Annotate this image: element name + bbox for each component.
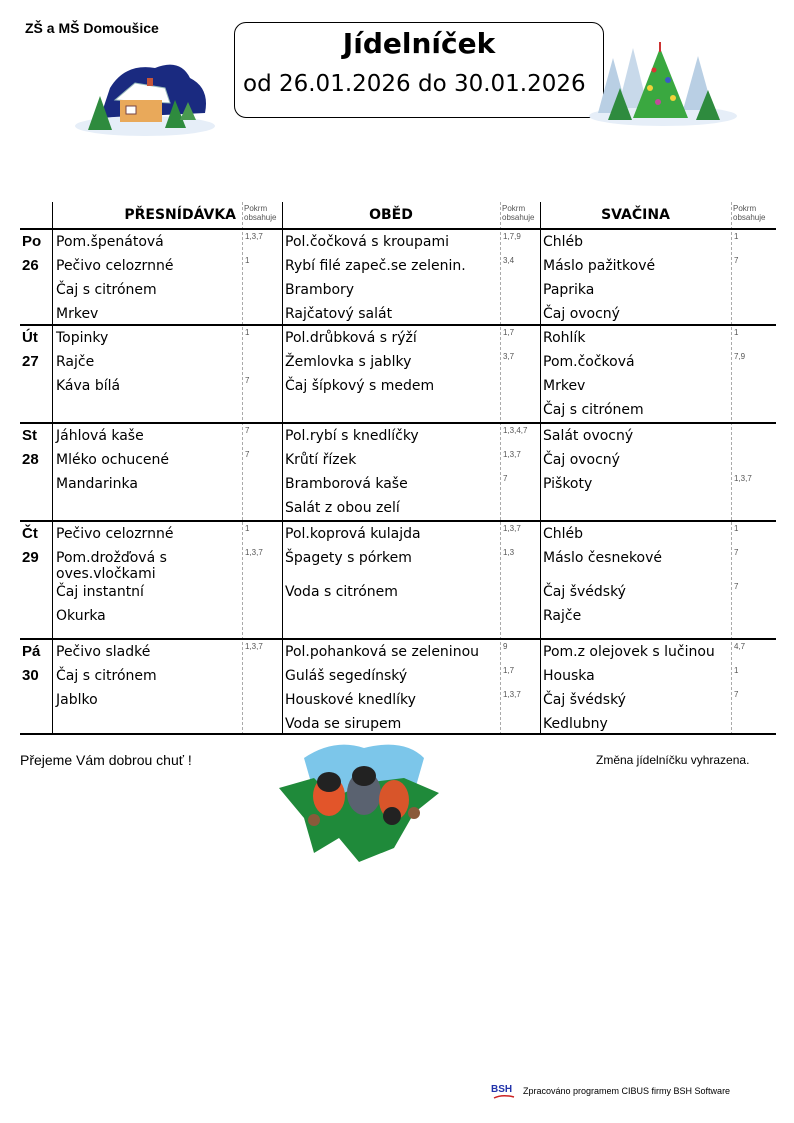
- column-header-lunch: OBĚD: [369, 207, 413, 223]
- allergen-codes: 1: [734, 524, 739, 533]
- allergen-codes: [503, 498, 527, 522]
- snack-cell: [543, 230, 729, 326]
- lunch-allergens: [503, 328, 514, 400]
- menu-item: Voda s citrónem: [285, 584, 398, 600]
- allergen-codes: [734, 280, 738, 304]
- allergen-codes: 1: [245, 328, 250, 337]
- day-name: Čt: [22, 525, 38, 542]
- menu-item: Pom.špenátová: [56, 234, 164, 250]
- day-date: 30: [22, 667, 39, 684]
- christmas-tree-illustration: [588, 38, 738, 126]
- menu-item: Pol.drůbková s rýží: [285, 330, 417, 346]
- breakfast-cell: [56, 230, 240, 326]
- snack-allergens: [734, 642, 745, 738]
- day-name: Po: [22, 233, 42, 250]
- bsh-logo-text: BSH: [491, 1084, 513, 1095]
- divider: [731, 202, 732, 735]
- menu-item: Mléko ochucené: [56, 452, 170, 468]
- menu-item: Čaj ovocný: [543, 306, 620, 322]
- allergen-codes: 7: [245, 426, 250, 435]
- day-name: Pá: [22, 643, 41, 660]
- lunch-cell: [285, 230, 499, 326]
- allergen-codes: 4,7: [734, 642, 746, 651]
- allergen-codes: 1: [734, 328, 739, 337]
- day-date: 29: [22, 549, 39, 566]
- menu-item: Piškoty: [543, 476, 593, 492]
- wish-text: Přejeme Vám dobrou chuť !: [20, 752, 192, 768]
- allergen-codes: [734, 714, 745, 738]
- day-date: 26: [22, 257, 39, 274]
- lunch-allergens: [503, 232, 521, 328]
- menu-item: Brambory: [285, 282, 355, 298]
- snack-cell: [543, 326, 729, 422]
- menu-item: Čaj šípkový s medem: [285, 378, 435, 394]
- allergen-header: Pokrm obsahuje: [244, 204, 277, 222]
- allergen-codes: 3,7: [503, 352, 515, 361]
- school-name: ZŠ a MŠ Domoušice: [25, 20, 159, 36]
- title-box: [234, 22, 604, 118]
- menu-item: Rohlík: [543, 330, 586, 346]
- allergen-codes: [245, 606, 263, 630]
- allergen-codes: 7: [734, 690, 739, 699]
- allergen-codes: 1,7: [503, 666, 515, 675]
- snack-allergens: [734, 524, 738, 630]
- allergen-codes: [245, 474, 249, 498]
- menu-item: Čaj švédský: [543, 692, 626, 708]
- divider: [500, 202, 501, 735]
- menu-item: Rajčatový salát: [285, 306, 393, 322]
- allergen-codes: 1,3,7: [503, 690, 521, 699]
- allergen-codes: 1,3,7: [734, 474, 752, 483]
- snack-allergens: [734, 232, 738, 328]
- menu-item: Chléb: [543, 234, 584, 250]
- allergen-codes: 1,3,7: [245, 232, 263, 241]
- date-range: od 26.01.2026 do 30.01.2026: [243, 71, 586, 97]
- menu-item: Rybí filé zapeč.se zelenin.: [285, 258, 466, 274]
- menu-item: Čaj s citrónem: [543, 402, 644, 418]
- allergen-codes: [245, 666, 263, 690]
- lunch-cell: [285, 522, 499, 604]
- day-label: [22, 522, 52, 570]
- menu-item: Pom.čočková: [543, 354, 635, 370]
- allergen-codes: [245, 304, 263, 328]
- lunch-allergens: [503, 524, 521, 606]
- menu-item: Salát ovocný: [543, 428, 634, 444]
- day-name: Út: [22, 329, 38, 346]
- menu-item: Pečivo celozrnné: [56, 526, 174, 542]
- menu-item: Pečivo celozrnné: [56, 258, 174, 274]
- menu-item: Mrkev: [56, 306, 99, 322]
- allergen-codes: 7: [503, 474, 508, 483]
- allergen-codes: 7: [245, 450, 250, 459]
- menu-item: Rajče: [543, 608, 582, 624]
- divider: [282, 202, 283, 735]
- allergen-codes: 7: [734, 548, 739, 557]
- divider: [52, 202, 53, 735]
- breakfast-allergens: [245, 426, 249, 498]
- menu-item: Pom.drožďová s oves.vločkami: [56, 550, 167, 582]
- page-title: Jídelníček: [342, 27, 496, 60]
- menu-item: Voda se sirupem: [285, 716, 402, 732]
- allergen-codes: [245, 352, 249, 376]
- menu-item: Čaj ovocný: [543, 452, 620, 468]
- allergen-codes: [503, 280, 521, 304]
- allergen-codes: 1,7: [503, 328, 515, 337]
- winter-cottage-illustration: [70, 58, 215, 138]
- menu-item: Kedlubny: [543, 716, 608, 732]
- menu-item: Mandarinka: [56, 476, 138, 492]
- allergen-codes: 7: [245, 376, 250, 385]
- software-credit: Zpracováno programem CIBUS firmy BSH Software: [523, 1086, 731, 1096]
- allergen-codes: [503, 376, 514, 400]
- allergen-codes: 1,7,9: [503, 232, 521, 241]
- menu-item: Žemlovka s jablky: [285, 354, 412, 370]
- menu-item: Krůtí řízek: [285, 452, 357, 468]
- allergen-codes: 1,3,7: [503, 450, 521, 459]
- allergen-codes: 7: [734, 256, 739, 265]
- allergen-codes: 9: [503, 642, 508, 651]
- allergen-codes: [734, 304, 738, 328]
- menu-item: Máslo pažitkové: [543, 258, 656, 274]
- lunch-allergens: [503, 426, 527, 522]
- snack-allergens: [734, 426, 752, 498]
- menu-item: Pečivo sladké: [56, 644, 151, 660]
- day-label: [22, 640, 52, 688]
- breakfast-allergens: [245, 642, 263, 714]
- allergen-codes: 1,3,7: [245, 548, 263, 557]
- allergen-codes: 1,3: [503, 548, 515, 557]
- menu-item: Paprika: [543, 282, 595, 298]
- menu-item: Pol.čočková s kroupami: [285, 234, 450, 250]
- menu-item: Jáhlová kaše: [56, 428, 144, 444]
- allergen-codes: [245, 582, 263, 606]
- breakfast-cell: [56, 640, 240, 712]
- day-label: [22, 326, 52, 374]
- snack-cell: [543, 424, 729, 496]
- menu-item: Chléb: [543, 526, 584, 542]
- menu-item: Guláš segedínský: [285, 668, 408, 684]
- allergen-codes: [734, 400, 745, 424]
- menu-item: Houska: [543, 668, 595, 684]
- allergen-codes: [734, 426, 752, 450]
- menu-item: Máslo česnekové: [543, 550, 663, 566]
- allergen-codes: [734, 376, 745, 400]
- change-notice: Změna jídelníčku vyhrazena.: [596, 753, 750, 767]
- day-date: 27: [22, 353, 39, 370]
- menu-item: Salát z obou zelí: [285, 500, 400, 516]
- snack-cell: [543, 640, 729, 736]
- menu-item: Topinky: [56, 330, 109, 346]
- menu-item: Pom.z olejovek s lučinou: [543, 644, 715, 660]
- menu-item: Špagety s pórkem: [285, 550, 412, 566]
- bsh-logo: [490, 1082, 518, 1102]
- breakfast-cell: [56, 522, 240, 628]
- menu-item: Pol.rybí s knedlíčky: [285, 428, 419, 444]
- menu-item: Čaj instantní: [56, 584, 144, 600]
- day-label: [22, 424, 52, 472]
- day-name: St: [22, 427, 37, 444]
- menu-item: Káva bílá: [56, 378, 121, 394]
- day-date: 28: [22, 451, 39, 468]
- menu-item: Čaj švédský: [543, 584, 626, 600]
- allergen-codes: [734, 606, 738, 630]
- lunch-cell: [285, 640, 499, 736]
- allergen-header: Pokrm obsahuje: [733, 204, 766, 222]
- breakfast-allergens: [245, 328, 249, 400]
- lunch-allergens: [503, 642, 521, 738]
- menu-item: Bramborová kaše: [285, 476, 408, 492]
- snack-allergens: [734, 328, 745, 424]
- allergen-codes: 1,3,7: [503, 524, 521, 533]
- breakfast-allergens: [245, 232, 263, 328]
- snack-cell: [543, 522, 729, 628]
- breakfast-allergens: [245, 524, 263, 630]
- menu-table: [20, 202, 776, 735]
- allergen-codes: [734, 450, 752, 474]
- menu-item: Rajče: [56, 354, 95, 370]
- allergen-codes: 1,3,7: [245, 642, 263, 651]
- allergen-codes: 1: [245, 256, 250, 265]
- menu-item: Čaj s citrónem: [56, 282, 157, 298]
- allergen-codes: [503, 304, 521, 328]
- allergen-codes: [245, 690, 263, 714]
- menu-item: Mrkev: [543, 378, 586, 394]
- menu-item: Jablko: [56, 692, 98, 708]
- allergen-codes: 7: [734, 582, 739, 591]
- breakfast-cell: [56, 424, 240, 496]
- lunch-cell: [285, 326, 499, 398]
- menu-item: Houskové knedlíky: [285, 692, 416, 708]
- column-header-breakfast: PŘESNÍDÁVKA: [124, 207, 236, 223]
- menu-item: Čaj s citrónem: [56, 668, 157, 684]
- allergen-codes: 1,3,4,7: [503, 426, 528, 435]
- allergen-codes: 7,9: [734, 352, 746, 361]
- allergen-header: Pokrm obsahuje: [502, 204, 535, 222]
- menu-item: Pol.koprová kulajda: [285, 526, 421, 542]
- allergen-codes: [503, 714, 521, 738]
- allergen-codes: [503, 582, 521, 606]
- allergen-codes: 3,4: [503, 256, 515, 265]
- allergen-codes: 1: [734, 232, 739, 241]
- bullfinches-illustration: [274, 738, 444, 862]
- breakfast-cell: [56, 326, 240, 398]
- menu-item: Pol.pohanková se zeleninou: [285, 644, 480, 660]
- allergen-codes: 1: [734, 666, 739, 675]
- allergen-codes: 1: [245, 524, 250, 533]
- day-label: [22, 230, 52, 278]
- divider: [540, 202, 541, 735]
- column-header-snack: SVAČINA: [601, 207, 670, 223]
- lunch-cell: [285, 424, 499, 520]
- allergen-codes: [245, 280, 263, 304]
- menu-item: Okurka: [56, 608, 106, 624]
- divider: [242, 202, 243, 735]
